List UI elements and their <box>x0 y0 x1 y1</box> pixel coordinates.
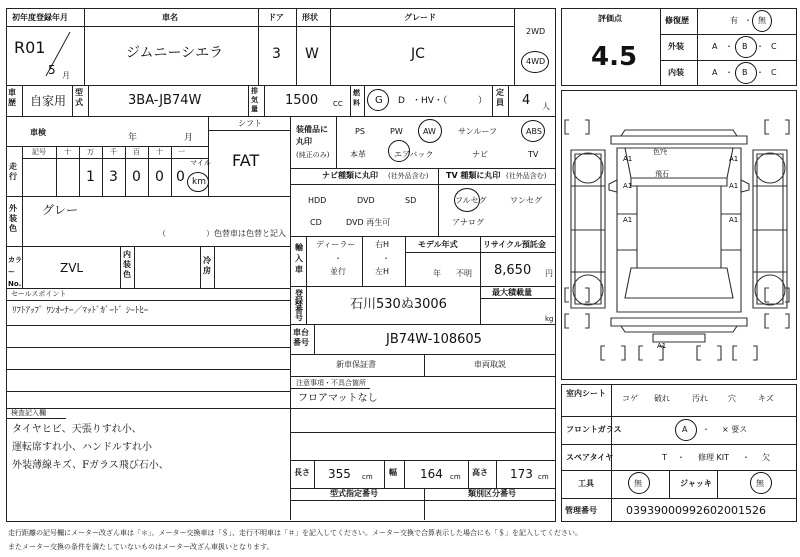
equip-abs-circle <box>521 120 545 142</box>
glass-label: フロントガラス <box>566 425 622 434</box>
width-unit: cm <box>450 473 461 481</box>
interior-b: B <box>742 68 748 77</box>
repair-no: 無 <box>758 16 766 25</box>
interior-color-label: 内装色 <box>123 250 131 279</box>
shaken-label: 車検 <box>30 128 46 137</box>
mgmt-label: 管理番号 <box>565 506 597 515</box>
diagram-mark-roof: 飛石 <box>655 170 669 178</box>
repair-dot: ・ <box>744 16 752 25</box>
footer-line-1: 走行距離の記号欄にメーター改ざん車は「＊」、メーター交換車は「＄」、走行不明車は「＃」を記入してください。メーター交換で合算表示した場合にも「＄」を記入してください。 <box>8 529 582 537</box>
color-no-value: ZVL <box>60 261 84 275</box>
inspector-line-1: タイヤヒビ、天張りすれ小、 <box>12 424 142 435</box>
inspector-label: 検査記入欄 <box>11 409 46 417</box>
color-note: （ ）色替車は色替と記入 <box>158 229 286 238</box>
score-value: 4.5 <box>591 42 638 72</box>
model-code: 3BA-JB74W <box>128 93 202 108</box>
first-reg-label: 初年度登録年月 <box>12 13 68 22</box>
displacement-value: 1500 <box>285 93 319 108</box>
digit-label-juu: 十 <box>156 148 163 156</box>
mileage-digit-1: 1 <box>86 169 95 185</box>
diagram-mark-a1-right-front: A1 <box>729 155 739 163</box>
exterior-a: A <box>712 42 718 51</box>
repair-no-circle <box>752 10 772 32</box>
glass-a-circle <box>675 419 697 441</box>
interior-dot-2: ・ <box>756 68 764 77</box>
exterior-label: 外装 <box>668 42 684 51</box>
slash-divider <box>40 30 80 80</box>
notes-value: フロアマットなし <box>298 393 378 404</box>
inspector-line-3: 外装薄線キズ、Fガラス飛び石小、 <box>12 460 169 471</box>
drive-2wd: 2WD <box>526 27 546 36</box>
cooling-label: 冷房 <box>203 256 211 275</box>
mileage-digit-5: 0 <box>176 169 185 185</box>
shape-value: W <box>305 46 319 62</box>
mgmt-value: 03939000992602001526 <box>626 504 766 517</box>
equip-abs: ABS <box>526 127 542 136</box>
navi-label: ナビ種類に丸印 <box>322 171 378 180</box>
navi-dvd: DVD <box>357 196 375 205</box>
spare-kit: 修理 KIT <box>698 453 730 462</box>
import-right: 右H <box>375 240 390 249</box>
width-label: 幅 <box>389 468 397 477</box>
equip-leather: 本革 <box>350 150 366 159</box>
equip-tv: TV <box>528 150 539 159</box>
exterior-dot-1: ・ <box>725 42 733 51</box>
equip-ps: PS <box>355 127 365 136</box>
import-dealer: ディーラー <box>316 240 356 249</box>
recycle-unit: 円 <box>545 269 553 278</box>
height-value: 173 <box>510 467 533 481</box>
tools-value-circle <box>628 472 650 494</box>
diagram-mark-a1-right: A1 <box>729 182 739 190</box>
digit-label-10man: 十 <box>64 148 71 156</box>
km-circle <box>187 172 209 192</box>
footer-line-2: またメーター交換の条件を満たしていないものはメーター改ざん車扱いとなります。 <box>8 543 274 551</box>
import-dot-2: ・ <box>382 254 390 263</box>
spare-label: スペアタイヤ <box>566 453 614 462</box>
displacement-label: 排気量 <box>251 87 258 113</box>
mileage-label: 走行 <box>9 162 17 181</box>
navi-label-sub: (社外品含む) <box>388 172 429 180</box>
shift-label: シフト <box>238 119 262 128</box>
spare-dot-1: ・ <box>677 453 685 462</box>
equip-pw: PW <box>390 127 403 136</box>
seat-opt-scratch: キズ <box>758 394 774 403</box>
car-name: ジムニーシエラ <box>126 45 224 61</box>
navi-sd: SD <box>405 196 417 205</box>
capacity-unit: 人 <box>542 102 550 111</box>
import-parallel: 並行 <box>330 267 346 276</box>
repair-label: 修復歴 <box>665 16 689 25</box>
doors-label: ドア <box>268 13 284 22</box>
interior-dot-1: ・ <box>725 68 733 77</box>
height-unit: cm <box>538 473 549 481</box>
interior-label: 内装 <box>668 68 684 77</box>
recycle-value: 8,650 <box>494 263 532 278</box>
drive-4wd: 4WD <box>526 57 546 66</box>
registration-value: 石川530ぬ3006 <box>350 297 447 312</box>
tv-fullseg-circle <box>454 188 480 212</box>
equip-airbag: エアバック <box>394 150 434 159</box>
diagram-mark-a1-left-front: A1 <box>623 155 633 163</box>
navi-hdd: HDD <box>308 196 327 205</box>
exterior-c: C <box>771 42 777 51</box>
seat-opt-tear: 破れ <box>654 394 670 403</box>
inspector-line-2: 運転席すれ小、ハンドルすれ小 <box>12 442 152 453</box>
fuel-hv: ・HV・（ <box>412 96 448 106</box>
equip-navi: ナビ <box>472 150 488 159</box>
registration-label: 登録番号 <box>295 289 303 322</box>
spare-missing: 欠 <box>762 453 770 462</box>
spare-t: T <box>662 453 667 462</box>
max-load-unit: kg <box>545 315 554 323</box>
jack-value-circle <box>750 472 772 494</box>
tv-fullseg: フルセグ <box>455 196 487 205</box>
type-spec-label: 型式指定番号 <box>330 489 378 498</box>
car-name-label: 車名 <box>162 13 178 22</box>
recycle-label: リサイクル預託金 <box>483 240 546 249</box>
km-label: km <box>192 177 206 187</box>
manual-label: 車両取説 <box>474 360 506 369</box>
diagram-mark-a1-left-rear: A1 <box>623 216 633 224</box>
length-label: 長さ <box>294 468 310 477</box>
import-dot: ・ <box>334 254 342 263</box>
repair-yes: 有 <box>730 16 738 25</box>
equip-aw-circle <box>418 119 442 143</box>
notes-label: 注意事項・不具合箇所 <box>296 379 366 387</box>
shape-label: 形状 <box>302 13 318 22</box>
digit-label-hyaku: 百 <box>133 148 140 156</box>
capacity-label: 定員 <box>496 88 504 107</box>
usage-label: 車歴 <box>8 88 16 107</box>
model-year-unknown: 不明 <box>456 269 472 278</box>
diagram-mark-a1-right-rear: A1 <box>729 216 739 224</box>
mileage-digit-4: 0 <box>155 169 164 185</box>
navi-cd: CD <box>310 218 322 227</box>
seat-opt-hole: 穴 <box>728 394 736 403</box>
import-label: 輸入車 <box>295 243 303 274</box>
shift-value: FAT <box>232 151 260 170</box>
equip-sunroof: サンルーフ <box>458 127 497 136</box>
equipment-label-sub: (純正のみ) <box>296 151 330 159</box>
width-value: 164 <box>420 467 443 481</box>
score-label: 評価点 <box>598 14 622 23</box>
digit-label-sen: 千 <box>110 148 117 156</box>
drive-4wd-circle <box>521 51 549 73</box>
seat-opt-burn: コゲ <box>622 394 638 403</box>
exterior-dot-2: ・ <box>756 42 764 51</box>
chassis-label: 車台番号 <box>293 328 309 347</box>
exterior-b: B <box>742 42 748 51</box>
length-value: 355 <box>328 467 351 481</box>
diagram-mark-a1-rear: A1 <box>657 342 667 350</box>
mileage-digit-3: 0 <box>132 169 141 185</box>
shaken-year-label: 年 <box>128 133 138 143</box>
usage-value: 自家用 <box>30 94 67 108</box>
mile-label: マイル <box>190 159 211 167</box>
interior-b-circle <box>735 62 757 84</box>
tv-label: TV 種類に丸印 <box>446 171 501 180</box>
digit-label-ichi: 一 <box>178 148 185 156</box>
diagram-mark-hood: 色ｱｾ <box>653 148 667 156</box>
jack-label: ジャッキ <box>680 479 712 488</box>
first-reg-month: 5 <box>48 63 56 77</box>
sales-point-label: セールスポイント <box>11 290 67 298</box>
digit-label-man: 万 <box>87 148 94 156</box>
sales-point-value: ﾘﾌﾄｱｯﾌﾟ ﾜﾝｵｰﾅｰ／ﾏｯﾄﾞｶﾞｰﾄﾞ ｼｰﾄﾋｰ <box>12 306 149 316</box>
max-load-label: 最大積載量 <box>492 288 532 297</box>
tv-oneseg: ワンセグ <box>510 196 542 205</box>
fuel-g: G <box>375 95 383 106</box>
shaken-month-label: 月 <box>184 133 194 143</box>
model-year-unit: 年 <box>433 269 441 278</box>
equipment-label: 装備品に丸印 <box>296 125 328 146</box>
glass-replace: × 要ス <box>722 425 748 434</box>
spare-dot-2: ・ <box>742 453 750 462</box>
equip-aw: AW <box>423 127 436 136</box>
fuel-g-circle <box>367 89 389 111</box>
seat-opt-stain: 汚れ <box>692 394 708 403</box>
doors-value: 3 <box>272 46 281 62</box>
interior-a: A <box>712 68 718 77</box>
color-value: グレー <box>42 203 79 217</box>
jack-value: 無 <box>756 479 764 488</box>
fuel-d: D <box>398 96 405 106</box>
chassis-value: JB74W-108605 <box>386 332 482 347</box>
import-left: 左H <box>375 267 390 276</box>
color-no-label: カラーNo. <box>8 256 22 288</box>
interior-c: C <box>771 68 777 77</box>
model-label: 型式 <box>75 88 83 107</box>
navi-dvd-play: DVD 再生可 <box>346 218 391 227</box>
month-suffix: 月 <box>62 71 70 80</box>
model-year-label: モデル年式 <box>418 240 458 249</box>
equip-airbag-circle <box>388 140 410 162</box>
fuel-label: 燃料 <box>353 89 360 107</box>
length-unit: cm <box>362 473 373 481</box>
grade-value: JC <box>411 46 425 62</box>
seat-label: 室内シート <box>566 389 606 398</box>
diagram-mark-a1-left: A1 <box>623 182 633 190</box>
glass-dot: ・ <box>702 425 710 434</box>
glass-a: A <box>682 425 688 434</box>
car-damage-diagram <box>561 90 797 380</box>
tv-label-sub: (社外品含む) <box>506 172 547 180</box>
mileage-digit-2: 3 <box>109 169 118 185</box>
exterior-b-circle <box>735 36 757 58</box>
displacement-unit: CC <box>333 100 343 108</box>
height-label: 高さ <box>472 468 488 477</box>
capacity-value: 4 <box>522 93 531 108</box>
fuel-other: ） <box>478 96 488 106</box>
digit-label-symbol: 記号 <box>32 148 46 156</box>
class-label: 類別区分番号 <box>468 489 516 498</box>
color-label: 外装色 <box>9 204 17 233</box>
tv-analog: アナログ <box>452 218 484 227</box>
tools-label: 工具 <box>578 479 594 488</box>
grade-label: グレード <box>404 13 436 22</box>
warranty-label: 新車保証書 <box>336 360 376 369</box>
first-reg-era: R01 <box>14 38 46 57</box>
tools-value: 無 <box>634 479 642 488</box>
